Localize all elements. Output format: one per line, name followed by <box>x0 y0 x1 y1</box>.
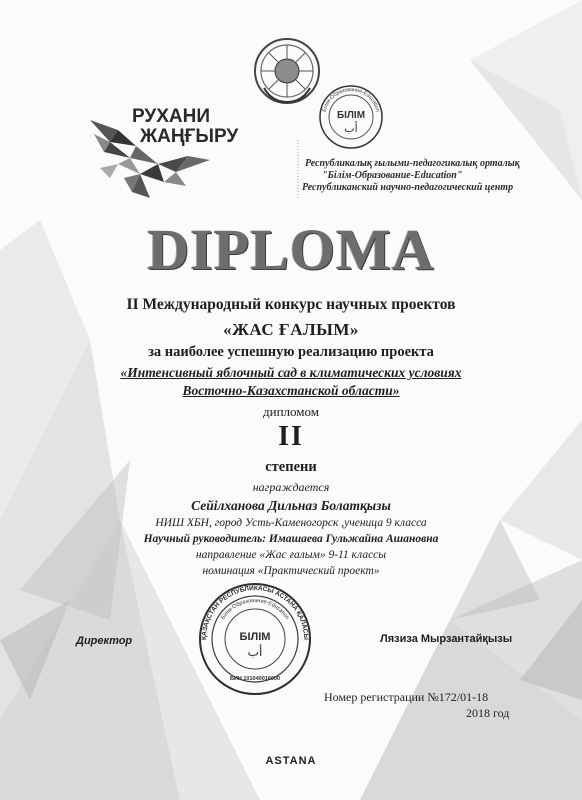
degree-number: II <box>278 421 304 452</box>
winner-name: Сейілханова Дильназ Болатқызы <box>191 498 391 513</box>
stamp-ring-text: ҚАЗАҚСТАН РЕСПУБЛИКАСЫ АСТАНА ҚАЛАСЫ <box>200 584 310 641</box>
direction-line: направление «Жас ғалым» 9-11 классы <box>195 549 387 561</box>
state-emblem-icon <box>252 36 322 106</box>
brand-title-line2: ЖАҢҒЫРУ <box>140 126 239 147</box>
nomination-line: номинация «Практический проект» <box>202 565 380 577</box>
org-name-brand: "Білім-Образование-Education" <box>322 170 463 181</box>
stamp-bottom-text: БИН 101040016000 <box>229 676 281 682</box>
registration-number: Номер регистрации №172/01-18 <box>324 690 489 704</box>
stamp-center-text: БІЛІМ <box>239 631 271 643</box>
brand-title-line1: РУХАНИ <box>132 106 211 127</box>
org-name-kz: Республикалық ғылыми-педагогикалық орталық <box>305 158 520 169</box>
registration-year: 2018 год <box>466 706 510 720</box>
awarded-label: награждается <box>252 480 330 494</box>
degree-word: степени <box>265 459 317 475</box>
bilim-seal-char: أب <box>344 122 358 135</box>
stamp-char: أب <box>247 645 263 659</box>
bilim-seal-text: БІЛІМ <box>336 110 366 121</box>
bilim-seal-icon <box>318 84 384 150</box>
diploma-title: DIPLOMA <box>147 217 435 282</box>
director-label: Директор <box>76 635 133 647</box>
supervisor-line: Научный руководитель: Имашаева Гульжайна Ашановна <box>143 533 439 545</box>
official-stamp-icon <box>196 580 314 698</box>
org-name-ru: Республиканский научно-педагогический центр <box>302 182 514 193</box>
director-name: Лязиза Мырзантайқызы <box>380 633 513 645</box>
project-line-2: Восточно-Казахстанской области» <box>182 383 400 398</box>
school-line: НИШ ХБН, город Усть-Каменогорск ,ученица 9 класса <box>155 517 427 529</box>
city-label: ASTANA <box>265 755 317 767</box>
project-line-1: «Интенсивный яблочный сад в климатических условиях <box>120 365 462 380</box>
contest-line: II Международный конкурс научных проектов <box>126 296 456 313</box>
contest-name: «ЖАС ҒАЛЫМ» <box>223 320 359 339</box>
diploma-word: дипломом <box>263 404 319 419</box>
bilim-seal-ring-text: Білім-Образование-Education <box>321 86 381 113</box>
stamp-ring-inner-text: Білім-Образование-Education <box>220 597 290 621</box>
for-line: за наиболее успешную реализацию проекта <box>148 344 434 360</box>
